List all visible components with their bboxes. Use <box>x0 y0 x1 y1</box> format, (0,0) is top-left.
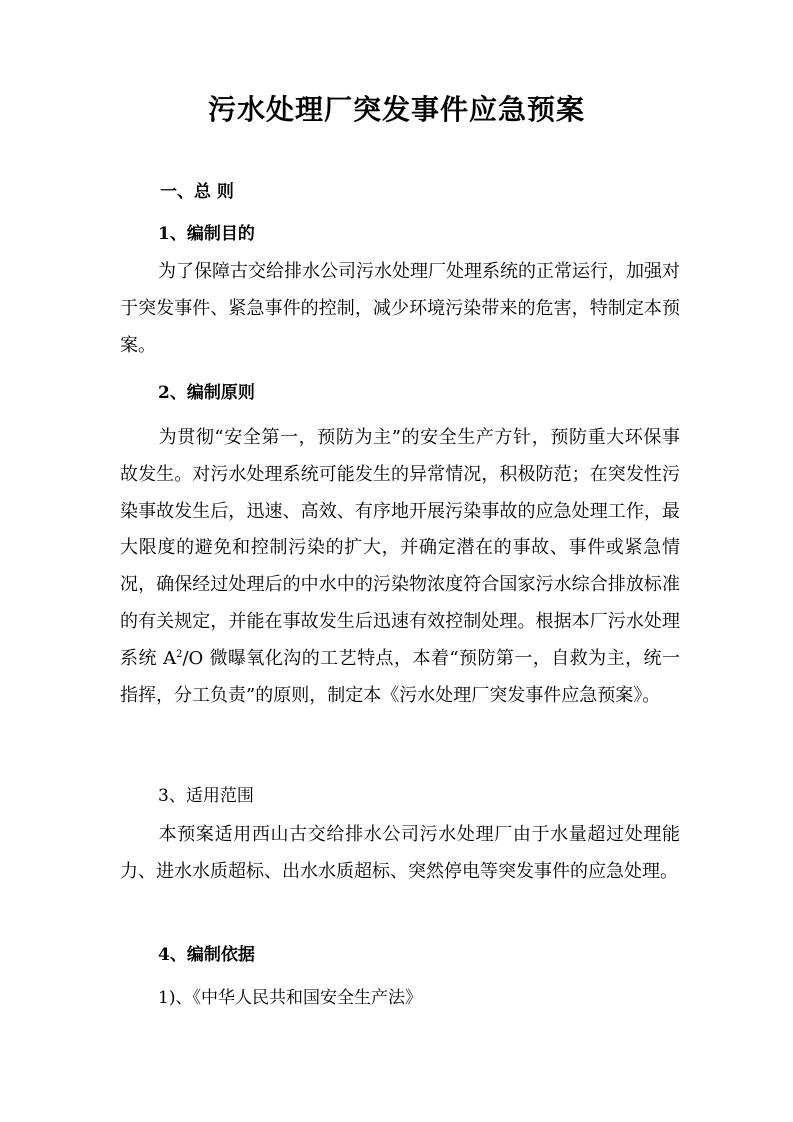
document-title: 污水处理厂突发事件应急预案 <box>207 93 585 126</box>
subsection-heading-purpose: 1、编制目的 <box>158 224 255 244</box>
paragraph-scope <box>120 817 680 891</box>
subsection-heading-principle: 2、编制原则 <box>158 383 255 403</box>
subsection-heading-scope: 3、适用范围 <box>158 786 254 806</box>
paragraph-principle-text-2: /O 微曝氧化沟的工艺特点，本着“预防第一，自救为主，统一指挥，分工负责”的原则，制定本《污水处理厂突发事件应急预案》。 <box>120 647 680 706</box>
paragraph-principle-text-1: 为贯彻“安全第一，预防为主”的安全生产方针，预防重大环保事故发生。对污水处理系统可能发生的异常情况，积极防范；在突发性污染事故发生后，迅速、高效、有序地开展污染事故的应急处理工作，最大限度的避免和控制污染的扩大，并确定潜在的事故、事件或紧急情况，确保经过处理后的中水中的污染物浓度符合国家污水综合排放标准的有关规定，并能在事故发生后迅速有效控制处理。根据本厂污水处理系统 A <box>120 427 680 669</box>
paragraph-scope-text: 本预案适用西山古交给排水公司污水处理厂由于水量超过处理能力、进水水质超标、出水水质超标、突然停电等突发事件的应急处理。 <box>120 824 680 882</box>
subsection-heading-basis: 4、编制依据 <box>158 945 255 965</box>
section-heading-general: 一、总 则 <box>160 182 234 202</box>
paragraph-purpose-text: 为了保障古交给排水公司污水处理厂处理系统的正常运行，加强对于突发事件、紧急事件的控制，减少环境污染带来的危害，特制定本预案。 <box>120 261 680 356</box>
paragraph-principle <box>120 420 680 714</box>
basis-item-1: 1)、《中华人民共和国安全生产法》 <box>158 988 422 1008</box>
superscript-2: 2 <box>176 648 183 660</box>
paragraph-purpose <box>120 254 680 364</box>
